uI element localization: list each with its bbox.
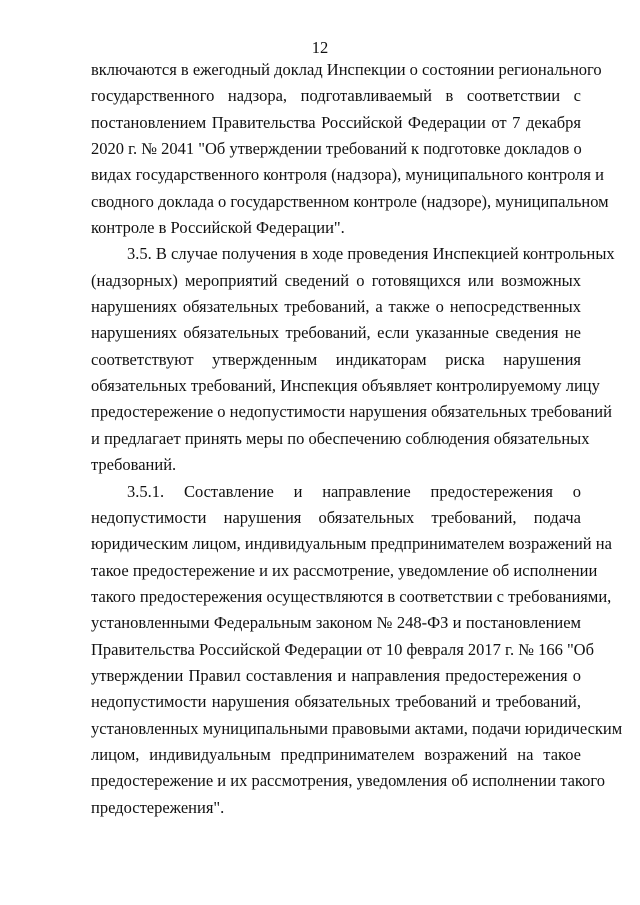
text-line: Правительства Российской Федерации от 10 февраля 2017 г. № 166 "Об: [91, 639, 594, 659]
text-line: государственного надзора, подготавливаемый в соответствии с: [91, 86, 581, 106]
text-line: требований.: [91, 455, 177, 475]
text-line: включаются в ежегодный доклад Инспекции о состоянии регионального: [91, 60, 602, 79]
text-line: лицом, индивидуальным предпринимателем возражений на такое: [91, 744, 581, 764]
text-line: недопустимости нарушения обязательных требований и требований,: [91, 692, 581, 712]
text-line: предостережение и их рассмотрения, уведомления об исполнении такого: [91, 771, 605, 791]
text-line: такого предостережения осуществляются в соответствии с требованиями,: [91, 586, 612, 606]
text-line: предостережение о недопустимости нарушения обязательных требований: [91, 402, 612, 422]
text-line: нарушениях обязательных требований, а также о непосредственных: [91, 297, 581, 317]
text-line: постановлением Правительства Российской Федерации от 7 декабря: [91, 112, 581, 132]
text-line: юридическим лицом, индивидуальным предпринимателем возражений на: [91, 534, 612, 554]
text-line: установленных муниципальными правовыми актами, подачи юридическим: [91, 718, 623, 738]
text-line: утверждении Правил составления и направления предостережения о: [91, 665, 581, 685]
text-line: контроле в Российской Федерации".: [91, 218, 345, 238]
paragraph-3-5-first-line: 3.5. В случае получения в ходе проведения Инспекцией контрольных: [127, 244, 615, 264]
text-line: и предлагает принять меры по обеспечению соблюдения обязательных: [91, 428, 590, 448]
text-line: соответствуют утвержденным индикаторам риска нарушения: [91, 349, 581, 369]
text-line: установленными Федеральным законом № 248-ФЗ и постановлением: [91, 613, 581, 633]
text-line: недопустимости нарушения обязательных требований, подача: [91, 507, 581, 527]
text-line: предостережения".: [91, 797, 225, 817]
page-number: 12: [311, 38, 329, 57]
paragraph-3-5-1-first-line: 3.5.1. Составление и направление предостережения о: [127, 481, 581, 501]
text-line: видах государственного контроля (надзора), муниципального контроля и: [91, 165, 604, 185]
text-line: сводного доклада о государственном контроле (надзоре), муниципальном: [91, 191, 609, 211]
text-line: (надзорных) мероприятий сведений о готовящихся или возможных: [91, 270, 581, 290]
text-line: 2020 г. № 2041 "Об утверждении требований к подготовке докладов о: [91, 139, 582, 159]
document-body: [91, 57, 623, 821]
text-line: обязательных требований, Инспекция объявляет контролируемому лицу: [91, 376, 600, 396]
text-line: нарушениях обязательных требований, если указанные сведения не: [91, 323, 581, 343]
text-line: такое предостережение и их рассмотрение, уведомление об исполнении: [91, 560, 598, 580]
